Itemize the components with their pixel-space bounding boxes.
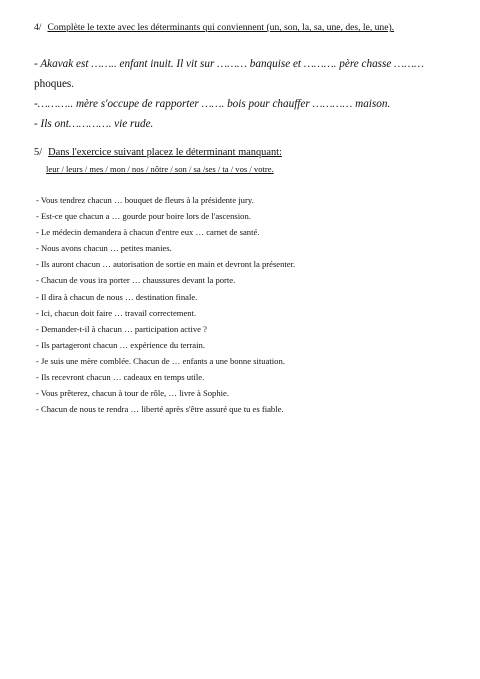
sentence-item: - Chacun de vous ira porter … chaussures devant la porte. bbox=[36, 275, 236, 286]
sentence-item: - Ils partageront chacun … expérience du terrain. bbox=[36, 339, 205, 350]
exercise-4-line: phoques. bbox=[34, 78, 75, 90]
sentence-item: - Ici, chacun doit faire … travail correctement. bbox=[36, 307, 197, 318]
exercise-4-heading bbox=[34, 22, 474, 34]
sentence-item: - Vous prêterez, chacun à tour de rôle, … livre à Sophie. bbox=[36, 388, 229, 399]
exercise-4-text bbox=[34, 54, 474, 134]
sentence-item: - Il dira à chacun de nous … destination finale. bbox=[36, 291, 198, 302]
determinant-list: leur / leurs / mes / mon / nos / nôtre / son / sa /ses / ta / vos / votre. bbox=[46, 164, 274, 174]
exercise-5-heading bbox=[34, 146, 474, 159]
sentence-item: - Demander-t-il à chacun … participation active ? bbox=[36, 323, 207, 334]
sentence-item: - Ils recevront chacun … cadeaux en temps utile. bbox=[36, 372, 205, 383]
sentence-item: - Est-ce que chacun a … gourde pour boire lors de l'ascension. bbox=[36, 211, 251, 222]
exercise-4-instruction: Complète le texte avec les déterminants qui conviennent (un, son, la, sa, une, des, le, une). bbox=[47, 22, 395, 33]
exercise-4-number: 4/ bbox=[34, 22, 42, 33]
exercise-4-line: - Ils ont…………. vie rude. bbox=[34, 118, 154, 130]
exercise-5-number: 5/ bbox=[34, 147, 43, 158]
exercise-5-sentences bbox=[36, 192, 476, 417]
sentence-item: - Vous tendrez chacun … bouquet de fleurs à la présidente jury. bbox=[36, 195, 254, 205]
sentence-item: - Chacun de nous te rendra … liberté après s'être assuré que tu es fiable. bbox=[36, 404, 284, 415]
sentence-item: - Ils auront chacun … autorisation de sortie en main et devront la présenter. bbox=[36, 259, 296, 270]
sentence-item: - Le médecin demandera à chacun d'entre eux … carnet de santé. bbox=[36, 227, 260, 238]
sentence-item: - Je suis une mère comblée. Chacun de … enfants a une bonne situation. bbox=[36, 355, 285, 366]
exercise-5-instruction: Dans l'exercice suivant placez le déterminant manquant: bbox=[48, 147, 282, 158]
sentence-item: - Nous avons chacun … petites manies. bbox=[36, 243, 172, 254]
exercise-4-line: - Akavak est …….. enfant inuit. Il vit sur ……… banquise et ………. père chasse ……… bbox=[34, 58, 424, 70]
exercise-4-line: -……….. mère s'occupe de rapporter ……. bois pour chauffer ………… maison. bbox=[34, 98, 391, 110]
